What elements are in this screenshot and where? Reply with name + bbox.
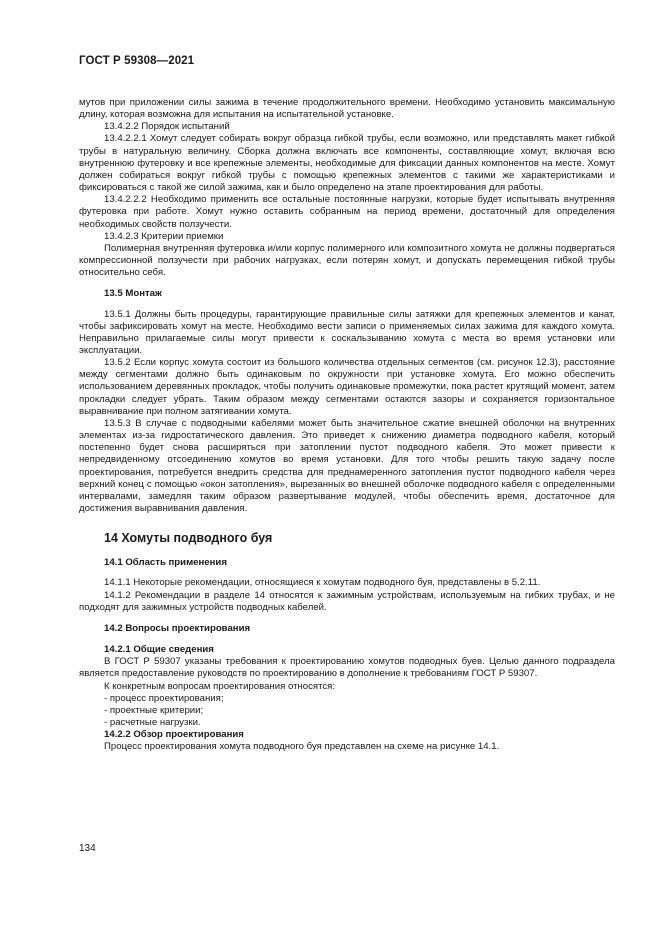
paragraph: 13.5.1 Должны быть процедуры, гарантирующие правильные силы затяжки для крепежных элементов и канат, чтобы зафиксировать хомут на месте. Необходимо вести записи о применяемых силах зажима для каждого хомута. Неправильно прилагаемые силы могут привести к соскальзыванию хомута с места во время установки или эксплуатации.	[79, 308, 615, 356]
document-body	[79, 97, 615, 754]
paragraph: 14.1.1 Некоторые рекомендации, относящиеся к хомутам подводного буя, представлены в 5.2.11.	[104, 577, 541, 589]
paragraph: 13.4.2.2.2 Необходимо применить все остальные постоянные нагрузки, которые будет испытывать внутренняя футеровка при работе. Хомут нужно оставить собранным на период времени, достаточный для определения необходимых свойств ползучести.	[79, 194, 615, 230]
paragraph: мутов при приложении силы зажима в течение продолжительного времени. Необходимо установить максимальную длину, которая возможна для испытания на испытательной установке.	[79, 97, 615, 121]
paragraph: Полимерная внутренняя футеровка и/или корпус полимерного или композитного хомута не должны подвергаться компрессионной ползучести при рабочих нагрузках, если потерян хомут, и допускать перемещения гибкой трубы относительно себя.	[79, 242, 615, 279]
page-number: 134	[79, 843, 96, 854]
paragraph: В ГОСТ Р 59307 указаны требования к проектированию хомутов подводных буев. Целью данного подраздела является предоставление руководств по проектированию в дополнение к требованиям ГОСТ Р 59307.	[79, 656, 615, 680]
list-item: - проектные критерии;	[104, 704, 204, 716]
list-item: - расчетные нагрузки.	[104, 717, 201, 729]
section-heading-14-2-1: 14.2.1 Общие сведения	[104, 644, 214, 656]
paragraph: Процесс проектирования хомута подводного буя представлен на схеме на рисунке 14.1.	[104, 741, 500, 753]
list-item: - процесс проектирования;	[104, 692, 224, 704]
paragraph: 14.1.2 Рекомендации в разделе 14 относятся к зажимным устройствам, используемым на гибких трубах, и не подходят для зажимных устройств подводных кабелей.	[79, 589, 615, 613]
document-header: ГОСТ Р 59308—2021	[79, 55, 195, 67]
paragraph: 13.5.3 В случае с подводными кабелями может быть значительное сжатие внешней оболочки на внутренних элементах из-за гидростатического давления. Это приведет к снижению диаметра подводного кабеля, который постепенно будет снова расширяться при затоплении пустот подводного кабеля. Это может привести к непредвиденному отсоединению хомутов во время установки. Для того чтобы решить такую задачу после проектирования, потребуется внедрить средства для преднамеренного затопления пустот подводного кабеля через верхний конец с помощью «окон затопления», вырезанных во внешней оболочке подводного кабеля с определенными интервалами, замедляя таким образом развертывание модулей, чтобы обеспечить время, достаточное для достижения выравнивания давления.	[79, 417, 615, 514]
section-heading-13-5: 13.5 Монтаж	[104, 288, 162, 300]
section-heading-14: 14 Хомуты подводного буя	[104, 531, 273, 546]
paragraph: 13.5.2 Если корпус хомута состоит из большого количества отдельных сегментов (см. рисунок 12.3), расстояние между сегментами должно быть одинаковым по окружности при установке хомута. Его можно обеспечить использованием деревянных прокладок, чтобы получить одинаковые промежутки, пока растет крутящий момент, затем прокладки следует убрать. Таким образом между сегментами остаются зазоры и сохраняется горизонтальное выравнивание при полном затягивании хомута.	[79, 357, 615, 417]
subsection-title: 13.4.2.2 Порядок испытаний	[104, 121, 230, 133]
section-heading-14-1: 14.1 Область применения	[104, 557, 227, 569]
section-heading-14-2-2: 14.2.2 Обзор проектирования	[104, 729, 244, 741]
paragraph: К конкретным вопросам проектирования относятся:	[104, 680, 336, 692]
section-heading-14-2: 14.2 Вопросы проектирования	[104, 622, 251, 634]
subsection-title: 13.4.2.3 Критерии приемки	[104, 230, 224, 242]
paragraph: 13.4.2.2.1 Хомут следует собирать вокруг образца гибкой трубы, если возможно, или представлять макет гибкой трубы в натуральную величину. Сборка должна включать все компоненты, составляющие хомут, включая всю внутреннюю футеровку и все крепежные элементы, необходимые для фиксации данных компонентов на месте. Хомут должен собираться вокруг гибкой трубы с помощью крепежных элементов с такими же характеристиками и фиксироваться с такой же силой зажима, как и было определено на этапе проектирования для работы.	[79, 133, 615, 194]
